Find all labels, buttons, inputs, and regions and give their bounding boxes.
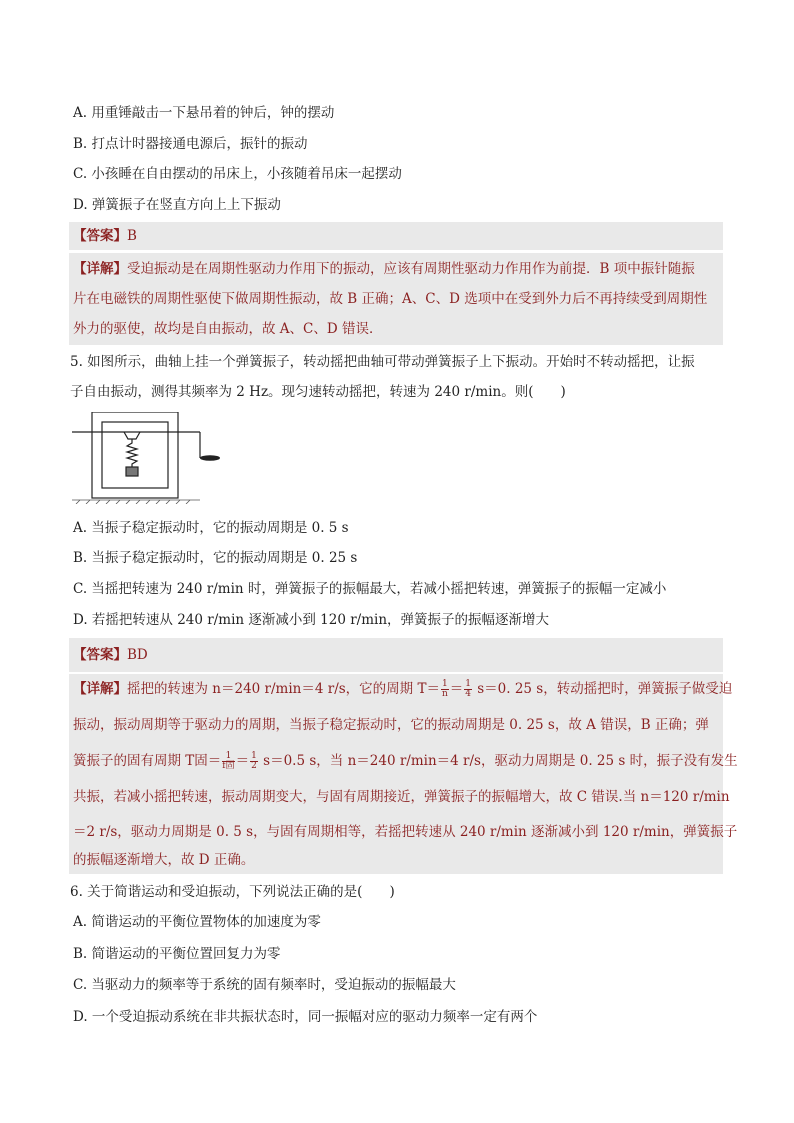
q6-option-c: C. 当驱动力的频率等于系统的固有频率时，受迫振动的振幅最大 bbox=[73, 977, 456, 993]
q4-detail-box bbox=[69, 253, 723, 345]
q4-option-b: B. 打点计时器接通电源后，振针的振动 bbox=[73, 136, 308, 152]
crank-handle-icon bbox=[200, 455, 220, 461]
q5-answer-box bbox=[69, 638, 723, 672]
q4-answer-tag: 【答案】 bbox=[73, 228, 127, 244]
q5-detail-text: 摇把的转速为 n＝240 r/min＝4 r/s，它的周期 T＝ bbox=[127, 681, 440, 697]
q5-detail-text: s＝0.5 s，当 n＝240 r/min＝4 r/s，驱动力周期是 0. 25 s 时，振子没有发生 bbox=[258, 753, 738, 769]
fraction bbox=[222, 752, 234, 771]
q6-option-b: B. 简谐运动的平衡位置回复力为零 bbox=[73, 946, 281, 962]
q5-detail-text: ＝ bbox=[449, 681, 464, 697]
q5-detail-box bbox=[69, 674, 738, 874]
q5-detail-text: s＝0. 25 s，转动摇把时，弹簧振子做受迫 bbox=[472, 681, 733, 697]
q5-detail-line-2: 振动，振动周期等于驱动力的周期，当振子稳定振动时，它的振动周期是 0. 25 s，故 A 错误，B 正确；弹 bbox=[73, 717, 709, 733]
q5-option-b: B. 当振子稳定振动时，它的振动周期是 0. 25 s bbox=[73, 550, 358, 566]
q4-detail-tag: 【详解】 bbox=[73, 261, 127, 277]
fraction bbox=[250, 752, 258, 771]
q5-detail-line-4: 共振，若减小摇把转速，振动周期变大，与固有周期接近，弹簧振子的振幅增大，故 C 错误.当 n＝120 r/min bbox=[73, 789, 730, 805]
q4-detail-line-1: 受迫振动是在周期性驱动力作用下的振动，应该有周期性驱动力作用作为前提．B 项中振针随振 bbox=[127, 261, 695, 277]
fraction-numerator: 1 bbox=[222, 752, 234, 762]
crank-spring-figure bbox=[72, 412, 222, 504]
q4-option-c: C. 小孩睡在自由摆动的吊床上，小孩随着吊床一起摆动 bbox=[73, 166, 402, 182]
fraction-numerator: 1 bbox=[441, 679, 448, 689]
q5-option-a: A. 当振子稳定振动时，它的振动周期是 0. 5 s bbox=[73, 520, 349, 536]
q5-stem-line-1: 5. 如图所示，曲轴上挂一个弹簧振子，转动摇把曲轴可带动弹簧振子上下振动。开始时不转动摇把，让振 bbox=[70, 354, 695, 370]
q5-detail-line-6: 的振幅逐渐增大，故 D 正确。 bbox=[73, 852, 255, 868]
q5-detail-text: ＝ bbox=[235, 753, 250, 769]
fraction bbox=[441, 680, 449, 699]
q5-detail-line-5: ＝2 r/s，驱动力周期是 0. 5 s，与固有周期相等，若摇把转速从 240 r/min 逐渐减小到 120 r/min，弹簧振子 bbox=[73, 824, 738, 840]
q5-detail-tag: 【详解】 bbox=[73, 681, 127, 697]
q6-option-d: D. 一个受迫振动系统在非共振状态时，同一振幅对应的驱动力频率一定有两个 bbox=[73, 1009, 538, 1025]
q4-answer-box bbox=[69, 222, 723, 250]
q6-stem: 6. 关于简谐运动和受迫振动，下列说法正确的是( ) bbox=[70, 884, 395, 900]
fraction-numerator: 1 bbox=[465, 679, 471, 689]
fraction bbox=[464, 680, 472, 699]
q5-detail-text: 簧振子的固有周期 T固＝ bbox=[73, 753, 222, 769]
fraction-denominator: n bbox=[441, 689, 448, 699]
q6-option-a: A. 简谐运动的平衡位置物体的加速度为零 bbox=[73, 914, 321, 930]
q5-answer: BD bbox=[127, 647, 148, 663]
fraction-numerator: 1 bbox=[251, 751, 257, 761]
fraction-denominator: 4 bbox=[465, 689, 471, 699]
q4-option-d: D. 弹簧振子在竖直方向上上下振动 bbox=[73, 197, 281, 213]
q4-detail-line-2: 片在电磁铁的周期性驱使下做周期性振动，故 B 正确；A、C、D 选项中在受到外力后不再持续受到周期性 bbox=[73, 291, 708, 307]
fraction-denominator: f固 bbox=[222, 761, 235, 771]
q5-option-c: C. 当摇把转速为 240 r/min 时，弹簧振子的振幅最大，若减小摇把转速，弹簧振子的振幅一定减小 bbox=[73, 581, 667, 597]
fraction-denominator: 2 bbox=[251, 761, 257, 771]
q5-option-d: D. 若摇把转速从 240 r/min 逐渐减小到 120 r/min，弹簧振子的振幅逐渐增大 bbox=[73, 612, 550, 628]
q4-answer: B bbox=[127, 228, 137, 244]
q4-option-a: A. 用重锤敲击一下悬吊着的钟后，钟的摆动 bbox=[73, 105, 335, 121]
q5-answer-tag: 【答案】 bbox=[73, 647, 127, 663]
q4-detail-line-3: 外力的驱使，故均是自由振动，故 A、C、D 错误． bbox=[73, 321, 383, 337]
q5-stem-line-2: 子自由振动，测得其频率为 2 Hz。现匀速转动摇把，转速为 240 r/min。则( ) bbox=[70, 384, 566, 400]
